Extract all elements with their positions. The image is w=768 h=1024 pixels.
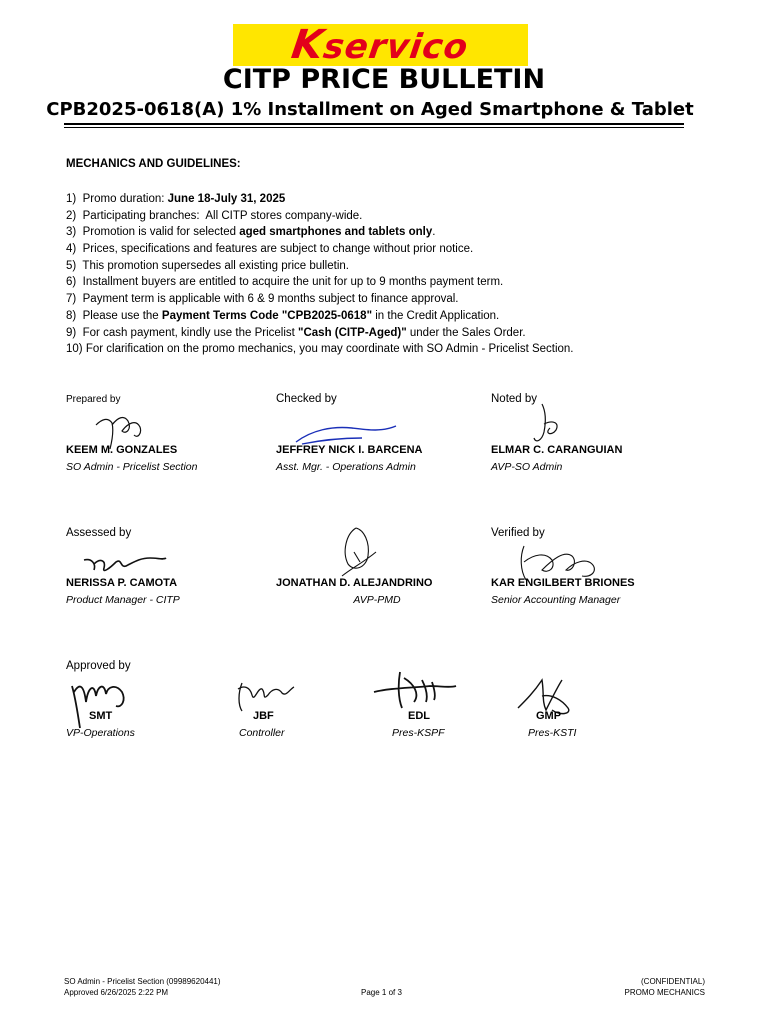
guideline-bold: Payment Terms Code "CPB2025-0618" (161, 309, 373, 322)
approver-title: Pres-KSPF (392, 727, 445, 739)
signatory-name: KAR ENGILBERT BRIONES (491, 577, 635, 589)
signature-smt (66, 672, 136, 732)
verified-by-label: Verified by (491, 527, 545, 539)
approver-name: EDL (408, 710, 430, 722)
guideline-item (66, 208, 574, 225)
signatory-title: AVP-SO Admin (491, 461, 563, 473)
approver-name: GMP (536, 710, 562, 722)
signature-caranguian (528, 400, 568, 450)
guideline-bold: aged smartphones and tablets only (239, 226, 433, 239)
footer-contact: SO Admin - Pricelist Section (09989620441) (64, 977, 221, 986)
guideline-pre: For cash payment, kindly use the Pricelist (82, 326, 299, 339)
footer-approved-date: Approved 6/26/2025 2:22 PM (64, 988, 169, 997)
footer-left (64, 976, 221, 998)
guideline-item (66, 191, 574, 208)
header-divider-thin (64, 127, 684, 128)
guideline-post: under the Sales Order. (406, 326, 526, 339)
guideline-num: 1) (66, 193, 83, 205)
logo-text: Kservico (289, 22, 472, 68)
guideline-num: 3) (66, 226, 83, 239)
guideline-item (66, 241, 574, 258)
guideline-pre: This promotion supersedes all existing price bulletin. (82, 259, 349, 272)
approver-title: Pres-KSTI (528, 727, 577, 739)
promo-mechanics-label: PROMO MECHANICS (624, 988, 705, 997)
guideline-num: 9) (66, 326, 83, 339)
guideline-pre: Payment term is applicable with 6 & 9 months subject to finance approval. (82, 293, 459, 306)
prepared-by-label: Prepared by (66, 394, 121, 405)
guideline-item (66, 274, 574, 291)
guideline-item (66, 325, 574, 342)
guideline-bold: June 18-July 31, 2025 (167, 193, 286, 205)
footer-right (625, 976, 705, 998)
checked-by-label: Checked by (276, 393, 337, 405)
guideline-bold: "Cash (CITP-Aged)" (298, 326, 407, 339)
approver-title: Controller (239, 727, 285, 739)
signatory-name: NERISSA P. CAMOTA (66, 577, 178, 589)
guideline-item (66, 258, 574, 275)
guideline-num: 4) (66, 243, 83, 256)
guideline-post: in the Credit Application. (372, 309, 500, 322)
signatory-title: Asst. Mgr. - Operations Admin (276, 461, 416, 473)
guideline-num: 6) (66, 276, 83, 289)
assessed-by-label: Assessed by (66, 527, 132, 539)
guideline-post: . (432, 226, 436, 239)
signatory-name: KEEM M. GONZALES (66, 444, 178, 456)
page-title: CITP PRICE BULLETIN (222, 64, 546, 95)
signature-edl (370, 668, 460, 712)
page-subtitle: CPB2025-0618(A) 1% Installment on Aged Smartphone & Tablet (46, 99, 694, 120)
kservico-logo (233, 24, 528, 66)
guideline-pre: Participating branches: All CITP stores company-wide. (82, 209, 363, 222)
signatory-title: AVP-PMD (353, 594, 401, 606)
signature-jbf (232, 675, 302, 715)
approver-title: VP-Operations (66, 727, 135, 739)
signatory-title: Senior Accounting Manager (491, 594, 621, 606)
signature-camota (80, 550, 170, 580)
guideline-pre: Promotion is valid for selected (82, 226, 240, 239)
confidential-label: (CONFIDENTIAL) (641, 977, 705, 986)
guideline-pre: Installment buyers are entitled to acquire the unit for up to 9 months payment term. (82, 276, 504, 289)
guideline-item (66, 291, 574, 308)
signatory-title: SO Admin - Pricelist Section (66, 461, 198, 473)
guideline-num: 10) (66, 343, 86, 356)
mechanics-heading: MECHANICS AND GUIDELINES: (66, 158, 241, 170)
guideline-pre: Promo duration: (82, 193, 168, 205)
signatory-name: JEFFREY NICK I. BARCENA (276, 444, 423, 456)
guideline-num: 8) (66, 309, 83, 322)
guideline-item (66, 308, 574, 325)
signatory-name: JONATHAN D. ALEJANDRINO (276, 577, 433, 589)
header-divider (64, 123, 684, 125)
approved-by-label: Approved by (66, 660, 131, 672)
guideline-item (66, 341, 574, 358)
approver-name: JBF (253, 710, 274, 722)
signatory-title: Product Manager - CITP (66, 594, 180, 606)
guidelines-list (66, 191, 574, 358)
approver-name: SMT (89, 710, 113, 722)
noted-by-label: Noted by (491, 393, 538, 405)
guideline-pre: Prices, specifications and features are subject to change without prior notice. (82, 243, 474, 256)
signatory-name: ELMAR C. CARANGUIAN (491, 444, 623, 456)
guideline-num: 7) (66, 293, 83, 306)
guideline-num: 5) (66, 259, 83, 272)
signature-alejandrino (336, 522, 382, 584)
guideline-num: 2) (66, 209, 83, 222)
guideline-item (66, 224, 574, 241)
guideline-pre: Please use the (82, 309, 162, 322)
page-number: Page 1 of 3 (361, 988, 402, 997)
guideline-pre: For clarification on the promo mechanics, you may coordinate with SO Admin - Pricelist Section. (85, 343, 574, 356)
